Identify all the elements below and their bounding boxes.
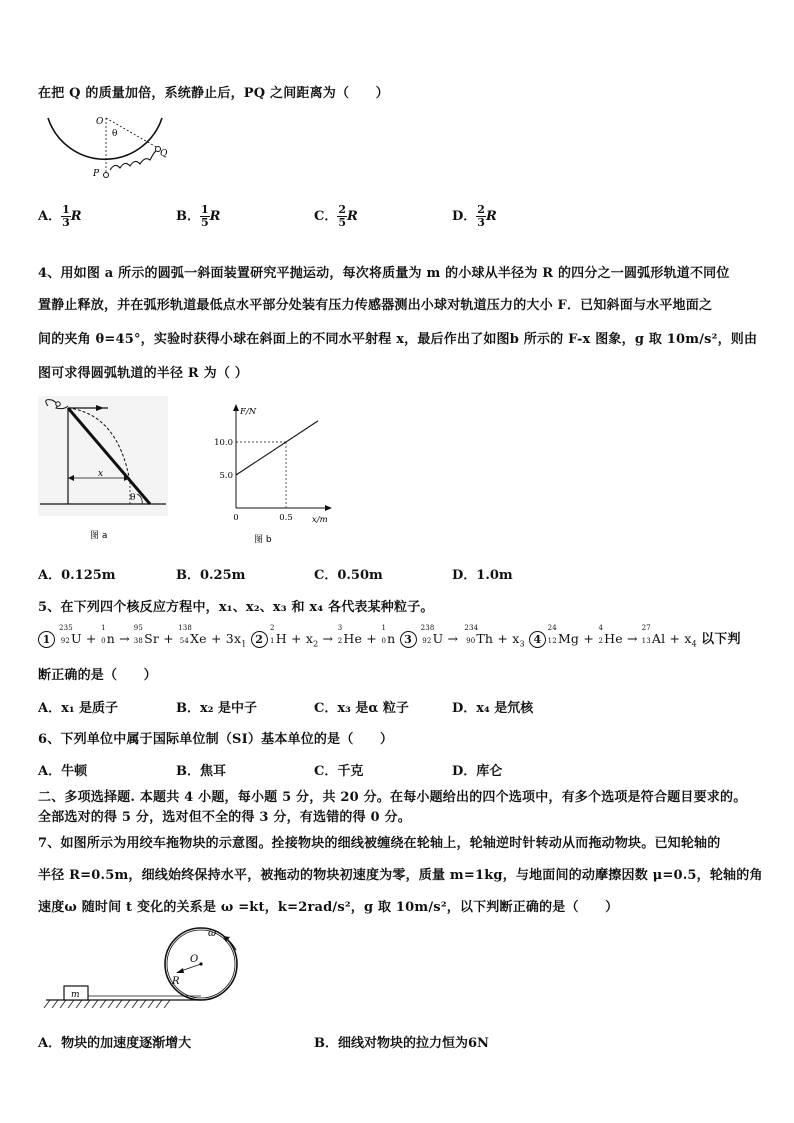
q4-option-d[interactable]: D．1.0m	[452, 568, 513, 583]
q3-option-d[interactable]: D． $\frac{2}{3}$ R	[452, 203, 497, 229]
q5-line-3: 断正确的是（ ）	[38, 668, 157, 683]
y-axis-arrow	[233, 404, 239, 411]
q6-option-d[interactable]: D．库仑	[452, 764, 503, 779]
fig-a-caption: 图 a	[90, 531, 108, 541]
q5-option-c[interactable]: C．x₃ 是α 粒子	[314, 701, 409, 716]
q4-option-b[interactable]: B．0.25m	[176, 568, 246, 583]
q7-figure	[38, 922, 268, 1016]
chart-y-label: F/N	[240, 407, 257, 417]
q7-option-b[interactable]: B．细线对物块的拉力恒为6N	[314, 1036, 489, 1051]
q5-equations: 1 235 92 U + 1 0 n → 95 38 Sr + 138 54 $Xe + 3x_1$ 2 2 1 $H + x_2$ → 3 2 He + 1 0 n 3 238 92 U → 234 90 $Th + x_3$ 4 24 12 Mg + 4 2 He → 27 13 $Al + x_4$ 以下判	[38, 628, 741, 649]
chart-x-label: x/m	[312, 515, 328, 525]
q5-tail: 以下判	[701, 632, 741, 647]
q6-stem: 6、下列单位中属于国际单位制（SI）基本单位的是（ ）	[38, 732, 394, 747]
fig-label-q: Q	[160, 149, 168, 159]
q7-fig-m: m	[71, 990, 80, 1000]
q7-fig-r: R	[172, 976, 180, 987]
y-tick-label: 5.0	[219, 471, 233, 481]
q5-stem: 5、在下列四个核反应方程中，x₁、x₂、x₃ 和 x₄ 各代表某种粒子。	[38, 600, 434, 615]
q4-line-2: 置静止释放，并在弧形轨道最低点水平部分处装有压力传感器测出小球对轨道压力的大小 F．已知斜面与水平地面之	[38, 298, 713, 313]
fig-b-caption: 图 b	[254, 535, 272, 544]
q3-option-c[interactable]: C． $\frac{2}{5}$ R	[314, 203, 358, 229]
q5-option-d[interactable]: D．x₄ 是氘核	[452, 701, 534, 716]
q4-option-a[interactable]: A．0.125m	[38, 568, 116, 583]
q3-option-b[interactable]: B． $\frac{1}{5}$ R	[176, 203, 221, 229]
q7-fig-omega: ω	[208, 928, 217, 939]
q4-figure-b-chart	[208, 400, 338, 544]
q4-line-3: 间的夹角 θ=45°，实验时获得小球在斜面上的不同水平射程 x，最后作出了如图b 所示的 F-x 图象，g 取 10m/s²，则由	[38, 332, 758, 347]
q4-option-c[interactable]: C．0.50m	[314, 568, 383, 583]
fig-label-p: P	[93, 169, 100, 179]
q4-figure-a	[38, 396, 168, 544]
q6-option-a[interactable]: A．牛顿	[38, 764, 88, 779]
q7-option-a[interactable]: A．物块的加速度逐渐增大	[38, 1036, 192, 1051]
x-tick-label: 0.5	[279, 513, 293, 523]
q3-option-a[interactable]: A． $\frac{1}{3}$ R	[38, 203, 82, 229]
q3-figure	[40, 112, 170, 184]
q4-line-4: 图可求得圆弧轨道的半径 R 为（ ）	[38, 366, 248, 381]
q6-option-b[interactable]: B．焦耳	[176, 764, 226, 779]
fig-label-theta: θ	[112, 129, 118, 139]
y-tick-label: 10.0	[214, 438, 233, 448]
section2-line-1: 二、多项选择题. 本题共 4 小题，每小题 5 分，共 20 分。在每小题给出的四个选项中，有多个选项是符合题目要求的。	[38, 790, 747, 805]
q7-line-1: 7、如图所示为用绞车拖物块的示意图。拴接物块的细线被缠绕在轮轴上，轮轴逆时针转动从而拖动物块。已知轮轴的	[38, 836, 721, 851]
q7-fig-o: O	[190, 954, 199, 965]
q5-option-a[interactable]: A．x₁ 是质子	[38, 701, 119, 716]
fig-label-o: O	[96, 117, 104, 127]
fig-a-x-label: x	[98, 469, 104, 479]
q7-line-2: 半径 R=0.5m，细线始终保持水平，被拖动的物块初速度为零，质量 m=1kg，与地面间的动摩擦因数 μ=0.5，轮轴的角	[38, 868, 763, 883]
fig-a-theta: θ	[130, 493, 136, 503]
q3-stem: 在把 Q 的质量加倍，系统静止后，PQ 之间距离为（ ）	[38, 86, 389, 101]
x-tick-label: 0	[233, 513, 239, 523]
x-axis-arrow	[325, 505, 332, 511]
section2-line-2: 全部选对的得 5 分，选对但不全的得 3 分，有选错的得 0 分。	[38, 810, 411, 825]
series-line	[236, 421, 318, 475]
q6-option-c[interactable]: C．千克	[314, 764, 364, 779]
q7-line-3: 速度ω 随时间 t 变化的关系是 ω =kt，k=2rad/s²，g 取 10m/s²，以下判断正确的是（ ）	[38, 900, 619, 915]
q4-line-1: 4、用如图 a 所示的圆弧一斜面装置研究平抛运动，每次将质量为 m 的小球从半径为 R 的四分之一圆弧形轨道不同位	[38, 266, 730, 281]
q5-option-b[interactable]: B．x₂ 是中子	[176, 701, 257, 716]
